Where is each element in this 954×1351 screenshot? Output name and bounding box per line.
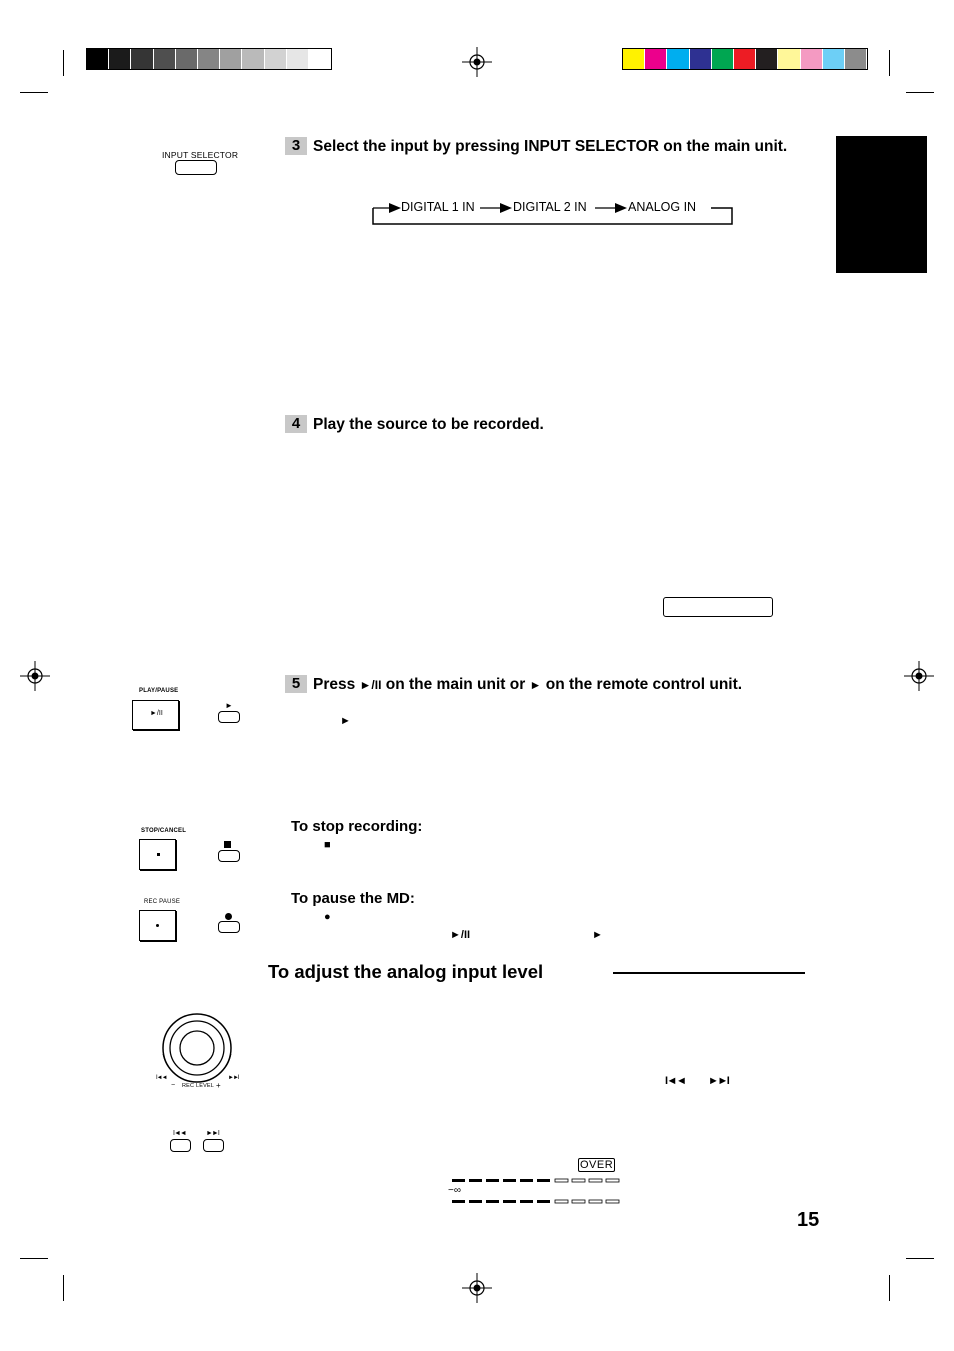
color-swatch bbox=[845, 49, 867, 69]
registration-mark-icon bbox=[904, 661, 934, 691]
rec-pause-button[interactable] bbox=[139, 910, 176, 941]
rec-level-knob[interactable] bbox=[155, 1010, 239, 1092]
arrow-right-icon bbox=[373, 203, 401, 213]
trim-mark bbox=[889, 50, 890, 76]
step-heading: Select the input by pressing INPUT SELECTOR on the main unit. bbox=[313, 138, 788, 155]
color-swatch bbox=[131, 49, 153, 69]
flow-item-digital1: DIGITAL 1 IN bbox=[401, 200, 475, 214]
trim-mark bbox=[906, 1258, 934, 1259]
remote-next-button[interactable] bbox=[203, 1139, 224, 1152]
play-pause-icon: ►/II bbox=[150, 710, 163, 717]
color-swatch bbox=[623, 49, 645, 69]
level-meter bbox=[448, 1158, 624, 1208]
color-swatch bbox=[220, 49, 242, 69]
remote-stop-button[interactable] bbox=[218, 850, 240, 862]
heading-text: on the remote control unit. bbox=[541, 676, 743, 693]
step-heading bbox=[313, 676, 742, 694]
prev-symbol: I◄◄ bbox=[665, 1075, 686, 1087]
registration-mark-icon bbox=[462, 47, 492, 77]
flow-item-analog: ANALOG IN bbox=[628, 200, 697, 214]
step-number: 4 bbox=[285, 415, 307, 433]
play-pause-button[interactable] bbox=[132, 700, 179, 730]
remote-prev-button[interactable] bbox=[170, 1139, 191, 1152]
stop-dot-icon bbox=[157, 853, 160, 856]
color-swatch bbox=[287, 49, 309, 69]
remote-stop-symbol bbox=[224, 841, 231, 848]
color-swatch bbox=[154, 49, 176, 69]
display-box bbox=[663, 597, 773, 617]
language-tab bbox=[836, 136, 927, 273]
play-symbol: ► bbox=[340, 715, 351, 727]
stop-symbol: ■ bbox=[324, 839, 331, 851]
rec-dot-icon bbox=[156, 924, 159, 927]
prev-icon: I◄◄ bbox=[156, 1075, 167, 1081]
color-swatch bbox=[645, 49, 667, 69]
color-swatch bbox=[109, 49, 131, 69]
meter-inf-label: −∞ bbox=[448, 1185, 461, 1196]
color-swatch bbox=[198, 49, 220, 69]
remote-rec-pause-button[interactable] bbox=[218, 921, 240, 933]
rec-level-label: REC LEVEL bbox=[182, 1083, 215, 1089]
color-swatch bbox=[309, 49, 331, 69]
section-heading: To adjust the analog input level bbox=[268, 961, 544, 982]
remote-next-icon: ►►I bbox=[206, 1130, 219, 1137]
color-bar bbox=[622, 48, 868, 70]
color-swatch bbox=[242, 49, 264, 69]
registration-mark-icon bbox=[20, 661, 50, 691]
remote-play-symbol: ► bbox=[225, 701, 233, 710]
play-pause-symbol: ►/II bbox=[359, 678, 382, 692]
step-heading: Play the source to be recorded. bbox=[313, 416, 544, 433]
play-symbol: ► bbox=[592, 929, 603, 941]
play-pause-symbol: ►/II bbox=[450, 929, 471, 941]
next-symbol: ►►I bbox=[708, 1075, 729, 1087]
color-swatch bbox=[87, 49, 109, 69]
arrow-right-icon bbox=[480, 203, 512, 213]
grayscale-bar bbox=[86, 48, 332, 70]
page-number: 15 bbox=[797, 1209, 820, 1231]
play-pause-label: PLAY/PAUSE bbox=[139, 688, 179, 694]
heading-rule bbox=[613, 972, 805, 974]
color-swatch bbox=[265, 49, 287, 69]
trim-mark bbox=[63, 50, 64, 76]
stop-cancel-button[interactable] bbox=[139, 839, 176, 870]
flow-item-digital2: DIGITAL 2 IN bbox=[513, 200, 587, 214]
trim-mark bbox=[20, 1258, 48, 1259]
registration-mark-icon bbox=[462, 1273, 492, 1303]
pause-heading: To pause the MD: bbox=[291, 890, 415, 907]
trim-mark bbox=[20, 92, 48, 93]
color-swatch bbox=[667, 49, 689, 69]
color-swatch bbox=[712, 49, 734, 69]
arrow-right-icon bbox=[595, 203, 627, 213]
trim-mark bbox=[889, 1275, 890, 1301]
trim-mark bbox=[906, 92, 934, 93]
heading-text: Press bbox=[313, 676, 360, 693]
remote-play-button[interactable] bbox=[218, 711, 240, 723]
stop-cancel-label: STOP/CANCEL bbox=[141, 828, 187, 834]
meter-bars bbox=[448, 1176, 624, 1206]
input-flow-diagram bbox=[371, 198, 735, 226]
rec-symbol: ● bbox=[324, 911, 331, 923]
color-swatch bbox=[176, 49, 198, 69]
rec-pause-label: REC PAUSE bbox=[144, 899, 181, 905]
color-swatch bbox=[756, 49, 778, 69]
remote-rec-symbol bbox=[225, 913, 232, 920]
play-symbol: ► bbox=[529, 678, 542, 692]
knob-minus: − bbox=[171, 1082, 176, 1089]
over-indicator: OVER bbox=[580, 1159, 614, 1171]
input-selector-button[interactable] bbox=[175, 160, 217, 175]
color-swatch bbox=[778, 49, 800, 69]
trim-mark bbox=[63, 1275, 64, 1301]
color-swatch bbox=[823, 49, 845, 69]
step-number: 5 bbox=[285, 675, 307, 693]
color-swatch bbox=[801, 49, 823, 69]
color-swatch bbox=[734, 49, 756, 69]
step-number: 3 bbox=[285, 137, 307, 155]
heading-text: on the main unit or bbox=[381, 676, 530, 693]
next-icon: ►►I bbox=[228, 1075, 239, 1081]
stop-heading: To stop recording: bbox=[291, 818, 423, 835]
remote-prev-icon: I◄◄ bbox=[173, 1130, 186, 1137]
input-selector-label: INPUT SELECTOR bbox=[162, 150, 239, 160]
color-swatch bbox=[690, 49, 712, 69]
knob-plus: + bbox=[216, 1081, 221, 1090]
